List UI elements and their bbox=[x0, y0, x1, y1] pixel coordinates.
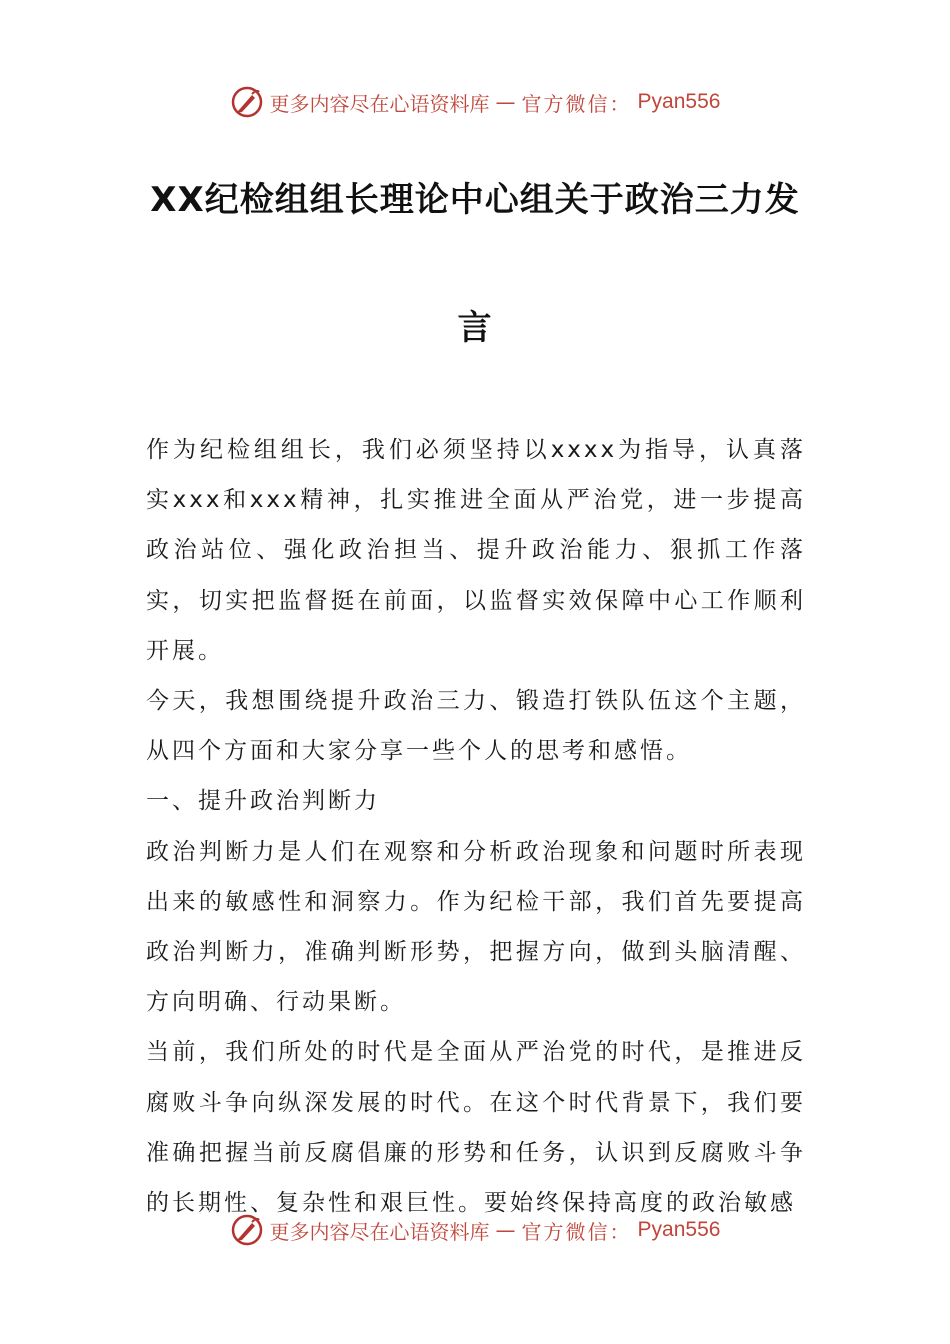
watermark-text: 更多内容尽在心语资料库 bbox=[269, 91, 490, 116]
watermark-dash: — bbox=[495, 1218, 516, 1242]
pen-logo-icon bbox=[230, 85, 264, 119]
document-body bbox=[146, 425, 806, 1228]
section-heading-1: 一、提升政治判断力 bbox=[146, 788, 380, 815]
pen-logo-icon bbox=[230, 1213, 264, 1247]
watermark-dash: — bbox=[495, 90, 516, 114]
watermark-top bbox=[0, 82, 950, 122]
watermark-official-label: 官方微信： bbox=[521, 1219, 632, 1244]
paragraph-judgment-definition: 政治判断力是人们在观察和分析政治现象和问题时所表现出来的敏感性和洞察力。作为纪检干部，我们首先要提高政治判断力，准确判断形势，把握方向，做到头脑清醒、方向明确、行动果断。 bbox=[146, 838, 806, 1016]
watermark-text: 更多内容尽在心语资料库 bbox=[269, 1219, 490, 1244]
watermark-bottom bbox=[0, 1210, 950, 1250]
paragraph-intro: 作为纪检组组长，我们必须坚持以xxxx为指导，认真落实xxx和xxx精神，扎实推进全面从严治党，进一步提高政治站位、强化政治担当、提升政治能力、狠抓工作落实，切实把监督挺在前面，以监督实效保障中心工作顺利开展。 bbox=[146, 437, 806, 664]
paragraph-theme: 今天，我想围绕提升政治三力、锻造打铁队伍这个主题，从四个方面和大家分享一些个人的思考和感悟。 bbox=[146, 688, 806, 765]
paragraph-current-era: 当前，我们所处的时代是全面从严治党的时代，是推进反腐败斗争向纵深发展的时代。在这个时代背景下，我们要准确把握当前反腐倡廉的形势和任务，认识到反腐败斗争的长期性、复杂性和艰巨性。要始终保持高度的政治敏感 bbox=[146, 1039, 806, 1217]
document-title-line-2: 言 bbox=[457, 308, 493, 348]
watermark-official-label: 官方微信： bbox=[521, 91, 632, 116]
document-title-line-1: XX纪检组组长理论中心组关于政治三力发 bbox=[150, 180, 800, 220]
watermark-wechat-id: Pyan556 bbox=[637, 90, 721, 113]
watermark-wechat-id: Pyan556 bbox=[637, 1218, 721, 1241]
